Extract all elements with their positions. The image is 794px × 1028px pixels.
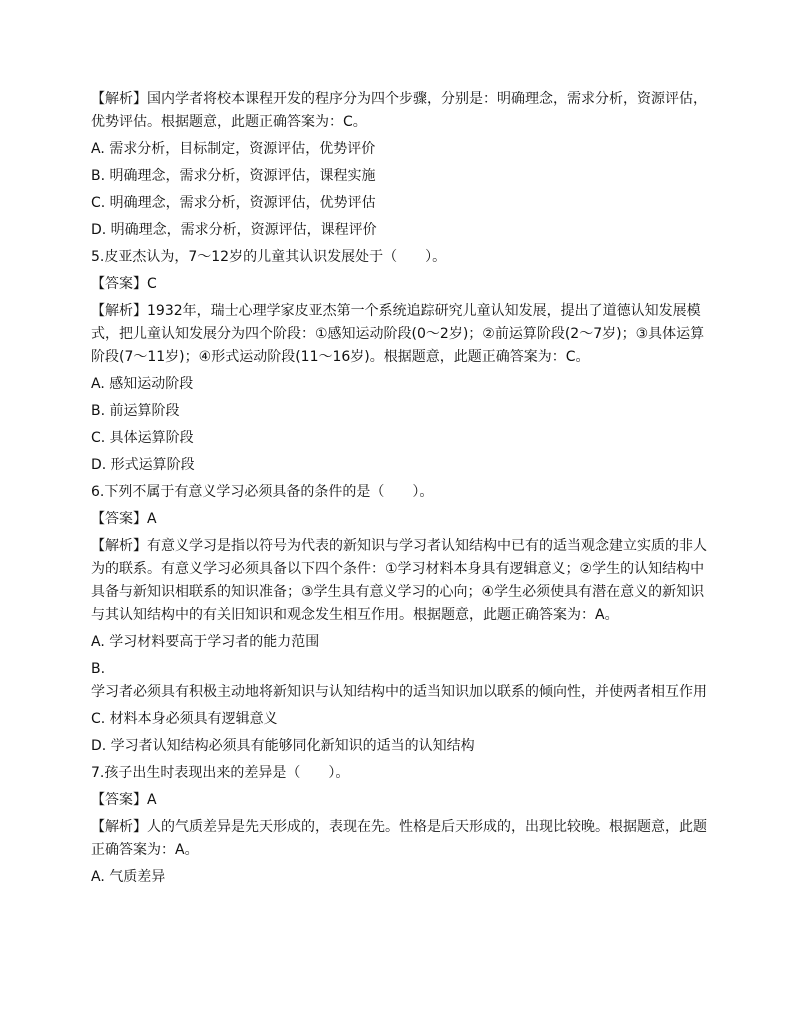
- option-a: A. 感知运动阶段: [91, 376, 194, 392]
- answer-line: [91, 789, 709, 812]
- option-d: D. 明确理念，需求分析，资源评估，课程评价: [91, 222, 377, 238]
- option-d: D. 学习者认知结构必须具有能够同化新知识的适当的认知结构: [91, 738, 475, 754]
- analysis-paragraph: [91, 300, 709, 369]
- analysis-text: 人的气质差异是先天形成的，表现在先。性格是后天形成的，出现比较晚。根据题意，此题正确答案为：A。: [91, 819, 707, 858]
- analysis-text: 1932年，瑞士心理学家皮亚杰第一个系统追踪研究儿童认知发展，提出了道德认知发展模式，把儿童认知发展分为四个阶段：①感知运动阶段(0～2岁)；②前运算阶段(2～7岁)；③具体运算阶段(7～11岁)；④形式运动阶段(11～16岁)。根据题意，此题正确答案为：C。: [91, 303, 705, 365]
- option-b: B. 前运算阶段: [91, 403, 180, 419]
- answer-tag: 【答案】: [91, 511, 147, 527]
- question-6: 6.下列不属于有意义学习必须具备的条件的是（ ）。: [91, 484, 434, 500]
- option-a: A. 学习材料要高于学习者的能力范围: [91, 634, 320, 650]
- answer-value: A: [147, 792, 157, 808]
- answer-tag: 【答案】: [91, 276, 147, 292]
- option-c: C. 明确理念，需求分析，资源评估，优势评估: [91, 195, 376, 211]
- analysis-text: 有意义学习是指以符号为代表的新知识与学习者认知结构中已有的适当观念建立实质的非人为的联系。有意义学习必须具备以下四个条件：①学习材料本身具有逻辑意义；②学生的认知结构中具备与新知识相联系的知识准备；③学生具有意义学习的心向；④学生必须使具有潜在意义的新知识与其认知结构中的有关旧知识和观念发生相互作用。根据题意，此题正确答案为：A。: [91, 538, 707, 623]
- option-b-text: 学习者必须具有积极主动地将新知识与认知结构中的适当知识加以联系的倾向性，并使两者相互作用: [91, 684, 707, 700]
- answer-tag: 【答案】: [91, 792, 147, 808]
- analysis-tag: 【解析】: [91, 303, 147, 319]
- option-c: C. 材料本身必须具有逻辑意义: [91, 711, 278, 727]
- question-7: 7.孩子出生时表现出来的差异是（ ）。: [91, 765, 350, 781]
- analysis-paragraph: [91, 816, 709, 862]
- document-page: [91, 88, 709, 893]
- analysis-tag: 【解析】: [91, 91, 147, 107]
- answer-line: [91, 508, 709, 531]
- analysis-tag: 【解析】: [91, 538, 147, 554]
- option-b: B. 明确理念，需求分析，资源评估，课程实施: [91, 168, 376, 184]
- option-b-label: B.: [91, 661, 106, 677]
- option-c: C. 具体运算阶段: [91, 430, 194, 446]
- answer-value: A: [147, 511, 157, 527]
- analysis-paragraph: [91, 88, 709, 134]
- question-5: 5.皮亚杰认为，7～12岁的儿童其认识发展处于（ ）。: [91, 249, 447, 265]
- option-a: A. 需求分析，目标制定，资源评估，优势评价: [91, 141, 376, 157]
- answer-line: [91, 273, 709, 296]
- answer-value: C: [147, 276, 157, 292]
- analysis-tag: 【解析】: [91, 819, 147, 835]
- option-d: D. 形式运算阶段: [91, 457, 195, 473]
- analysis-text: 国内学者将校本课程开发的程序分为四个步骤，分别是：明确理念，需求分析，资源评估，优势评估。根据题意，此题正确答案为：C。: [91, 91, 707, 130]
- analysis-paragraph: [91, 535, 709, 627]
- option-a: A. 气质差异: [91, 869, 166, 885]
